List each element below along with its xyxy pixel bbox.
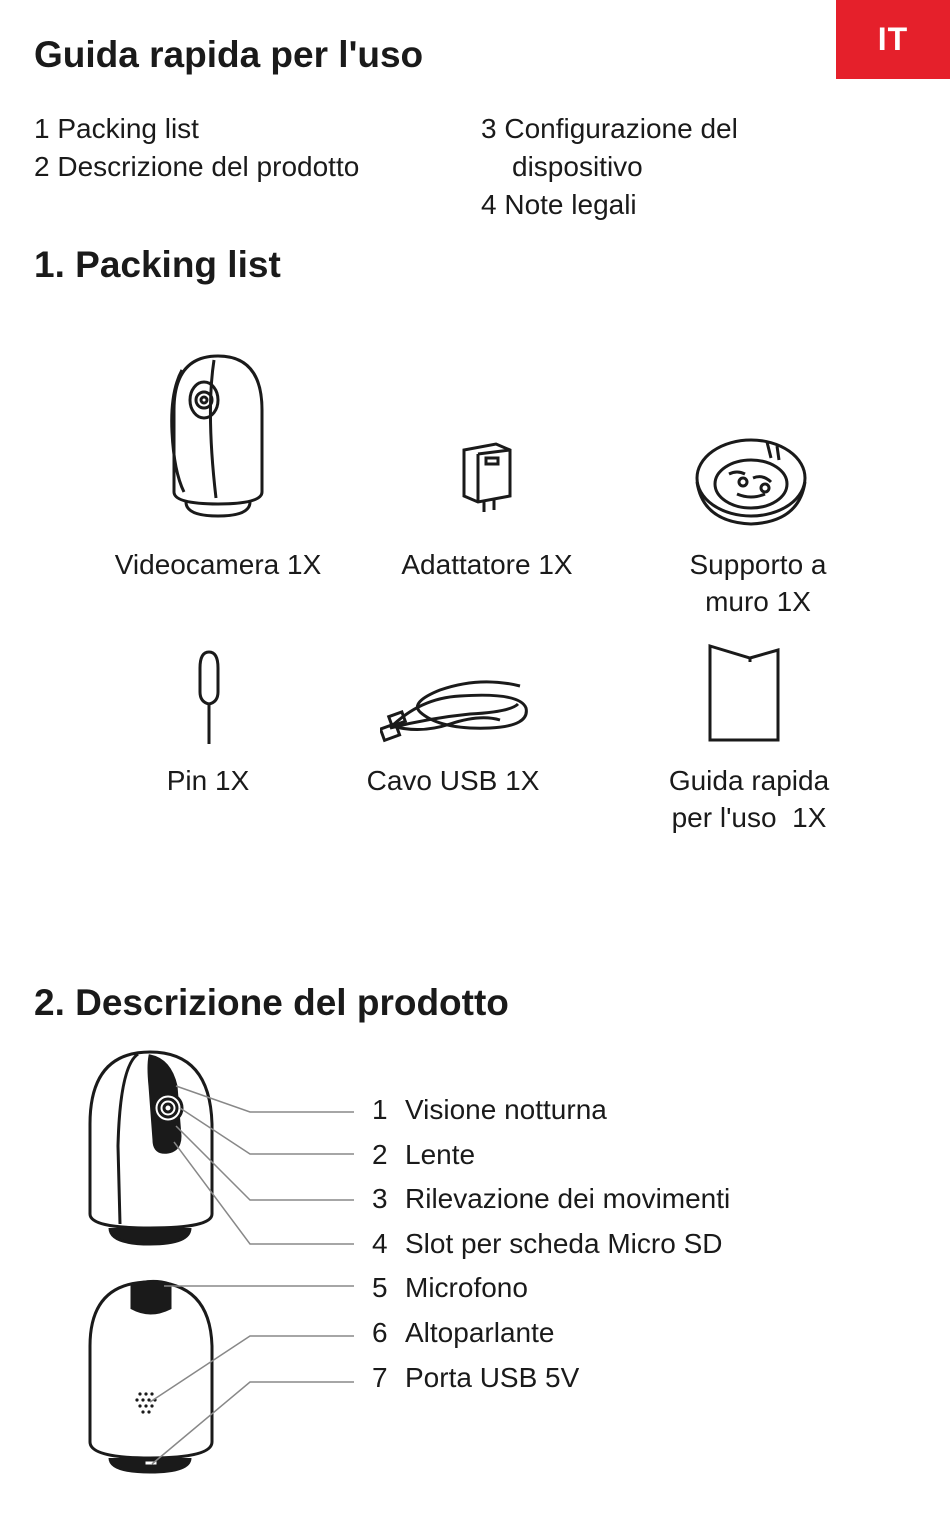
section-heading-packing-list: 1. Packing list <box>34 244 281 285</box>
pin-icon <box>194 648 224 748</box>
wall-mount-icon <box>693 434 809 528</box>
callout-label: Slot per scheda Micro SD <box>405 1228 723 1259</box>
callout-label: Altoparlante <box>405 1317 555 1348</box>
language-tab: IT <box>836 0 950 79</box>
callout-label: Microfono <box>405 1272 528 1303</box>
pack-item-label: Supporto a muro 1X <box>689 549 827 617</box>
adapter-icon <box>460 440 516 514</box>
camera-front-icon <box>90 1052 212 1244</box>
toc-item: 1 Packing list <box>34 113 199 144</box>
pack-item-label: Videocamera 1X <box>114 549 322 580</box>
pack-item-label: Cavo USB 1X <box>366 765 540 796</box>
callout-label: Rilevazione dei movimenti <box>405 1183 731 1214</box>
usb-cable-icon <box>380 668 532 748</box>
booklet-icon <box>704 640 784 744</box>
callout-number: 3 <box>372 1183 388 1214</box>
section-heading-product-description: 2. Descrizione del prodotto <box>34 982 509 1023</box>
toc-item: 2 Descrizione del prodotto <box>34 151 360 182</box>
callout-number: 2 <box>372 1139 388 1170</box>
toc-item: 4 Note legali <box>481 189 637 220</box>
callout-label: Porta USB 5V <box>405 1362 580 1393</box>
callout-item <box>372 1268 528 1308</box>
toc-item-continued: dispositivo <box>512 151 643 182</box>
callout-number: 7 <box>372 1362 388 1393</box>
callout-label: Lente <box>405 1139 476 1170</box>
callout-item <box>372 1179 730 1219</box>
callout-number: 5 <box>372 1272 388 1303</box>
pack-item-label: Pin 1X <box>166 765 250 796</box>
pack-item-label: Guida rapida per l'uso 1X <box>668 765 830 833</box>
callout-label: Visione notturna <box>405 1094 607 1125</box>
callout-item <box>372 1313 554 1353</box>
toc-item: 3 Configurazione del <box>481 113 738 144</box>
callout-item <box>372 1224 722 1264</box>
callout-number: 1 <box>372 1094 388 1125</box>
camera-back-icon <box>90 1281 212 1472</box>
table-of-contents-right <box>481 110 738 224</box>
page-title: Guida rapida per l'uso <box>34 34 424 75</box>
callout-number: 6 <box>372 1317 388 1348</box>
callout-number: 4 <box>372 1228 388 1259</box>
table-of-contents-left <box>34 110 359 186</box>
camera-icon <box>160 352 276 520</box>
pack-item-label: Adattatore 1X <box>401 549 573 580</box>
product-diagram <box>80 1046 370 1476</box>
callout-item <box>372 1090 607 1130</box>
callout-item <box>372 1358 579 1398</box>
callout-item <box>372 1135 475 1175</box>
